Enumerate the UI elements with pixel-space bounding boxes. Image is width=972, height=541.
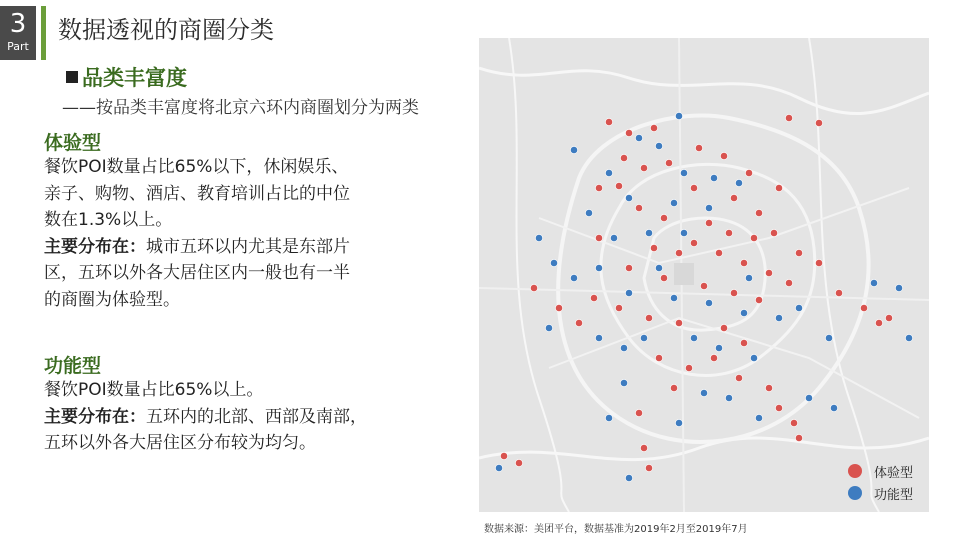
experience-line: 数在1.3%以上。 <box>44 210 173 230</box>
experience-title: 体验型 <box>44 132 102 154</box>
function-line: 餐饮POI数量占比65%以上。 <box>44 380 264 400</box>
dist-label: 主要分布在： <box>44 236 146 257</box>
section-number: 3 <box>9 9 27 39</box>
function-title: 功能型 <box>44 355 102 377</box>
business-district-map <box>479 38 929 512</box>
function-desc <box>44 377 424 457</box>
experience-dist-line: 的商圈为体验型。 <box>44 289 180 310</box>
subtitle-heading: 品类丰富度 <box>82 66 187 90</box>
legend-label: 功能型 <box>874 488 914 503</box>
subtitle-note: ——按品类丰富度将北京六环内商圈划分为两类 <box>62 98 419 118</box>
experience-line: 亲子、购物、酒店、教育培训占比的中位 <box>44 183 350 204</box>
dist-text: 五环内的北部、西部及南部， <box>146 406 367 427</box>
function-dist-line <box>44 404 424 431</box>
experience-line: 餐饮POI数量占比65%以下，休闲娱乐、 <box>44 157 349 177</box>
experience-dist-line <box>44 234 424 261</box>
page-title: 数据透视的商圈分类 <box>58 16 274 44</box>
section-badge <box>0 6 36 60</box>
data-source-note: 数据来源：美团平台，数据基准为2019年2月至2019年7月 <box>484 524 748 535</box>
dist-text: 城市五环以内尤其是东部片 <box>146 236 350 257</box>
experience-desc <box>44 154 424 313</box>
legend-item-experience <box>846 460 926 482</box>
bullet-square-icon <box>66 71 78 83</box>
map-canvas <box>479 38 929 512</box>
section-label: Part <box>7 40 29 53</box>
experience-dot-icon <box>848 464 862 478</box>
function-dist-line: 五环以外各大居住区分布较为均匀。 <box>44 433 316 453</box>
legend-label: 体验型 <box>874 466 914 481</box>
accent-bar <box>41 6 46 60</box>
dist-label: 主要分布在： <box>44 406 146 427</box>
legend-item-function <box>846 482 926 504</box>
map-legend <box>846 460 926 504</box>
function-dot-icon <box>848 486 862 500</box>
experience-dist-line: 区，五环以外各大居住区内一般也有一半 <box>44 263 350 283</box>
